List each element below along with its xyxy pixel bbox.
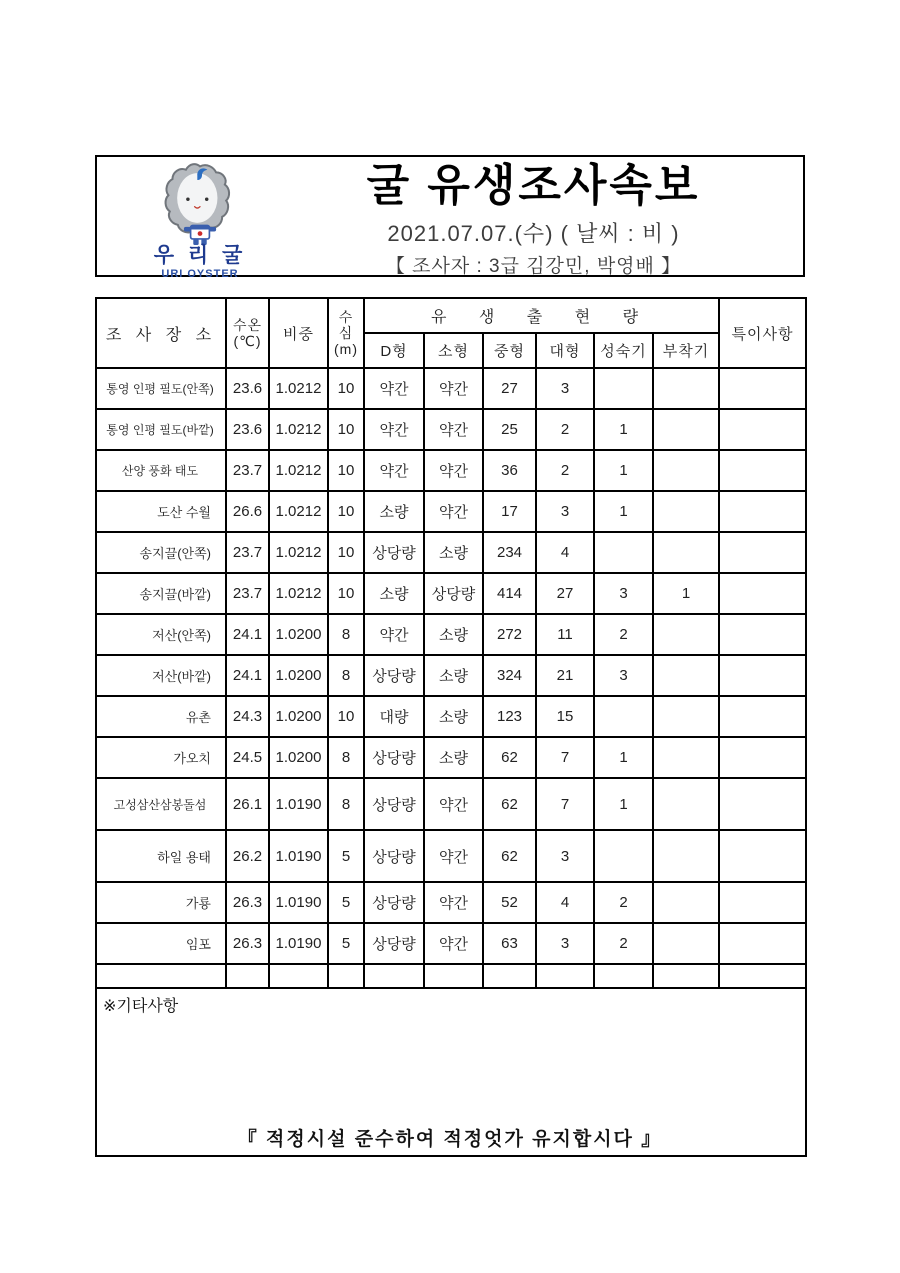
depth-cell: 8: [328, 778, 364, 830]
water-temp-cell: 26.3: [226, 882, 269, 923]
uri-oyster-logo: [135, 161, 265, 280]
medium-cell: 272: [483, 614, 536, 655]
large-cell: 2: [536, 409, 594, 450]
attached-cell: [653, 655, 719, 696]
small-cell: 약간: [424, 409, 483, 450]
large-cell: 11: [536, 614, 594, 655]
medium-cell: 62: [483, 830, 536, 882]
location-cell: 하일 용태: [96, 830, 226, 882]
medium-cell: 36: [483, 450, 536, 491]
d-form-cell: 약간: [364, 368, 424, 409]
water-temp-cell: 24.3: [226, 696, 269, 737]
water-temp-cell: 26.3: [226, 923, 269, 964]
location-cell: [96, 964, 226, 988]
header-box: [95, 155, 805, 280]
small-cell: 소량: [424, 655, 483, 696]
d-form-cell: 소량: [364, 573, 424, 614]
table-row: [96, 409, 806, 450]
location-cell: 고성삼산삼봉돌섬: [96, 778, 226, 830]
depth-cell: 10: [328, 573, 364, 614]
notes-cell: [719, 882, 806, 923]
notes-cell: [719, 923, 806, 964]
medium-cell: 52: [483, 882, 536, 923]
mature-cell: 1: [594, 491, 653, 532]
large-cell: 4: [536, 882, 594, 923]
small-cell: 상당량: [424, 573, 483, 614]
notes-cell: [719, 830, 806, 882]
depth-unit: (m): [334, 341, 358, 358]
mature-cell: 1: [594, 409, 653, 450]
attached-cell: [653, 882, 719, 923]
small-cell: 소량: [424, 614, 483, 655]
table-row: [96, 923, 806, 964]
table-row: [96, 655, 806, 696]
water-temp-cell: 26.1: [226, 778, 269, 830]
d-form-cell: 상당량: [364, 655, 424, 696]
attached-cell: 1: [653, 573, 719, 614]
logo-korean-text: 우 리 굴: [153, 244, 247, 267]
mature-cell: 3: [594, 655, 653, 696]
attached-cell: [653, 450, 719, 491]
large-cell: 7: [536, 778, 594, 830]
col-header-location: 조 사 장 소: [96, 298, 226, 368]
location-cell: 산양 풍화 태도: [96, 450, 226, 491]
attached-cell: [653, 923, 719, 964]
notes-cell: [719, 614, 806, 655]
location-cell: 통영 인평 필도(안쪽): [96, 368, 226, 409]
col-header-d-form: D형: [364, 333, 424, 368]
large-cell: 3: [536, 830, 594, 882]
mature-cell: [594, 964, 653, 988]
table-row: [96, 573, 806, 614]
specific-gravity-cell: 1.0212: [269, 573, 328, 614]
specific-gravity-cell: 1.0212: [269, 450, 328, 491]
specific-gravity-cell: 1.0200: [269, 655, 328, 696]
specific-gravity-cell: 1.0190: [269, 778, 328, 830]
col-header-specific-gravity: 비중: [269, 298, 328, 368]
notes-cell: [719, 368, 806, 409]
water-temp-cell: 23.6: [226, 368, 269, 409]
table-row: [96, 830, 806, 882]
depth-cell: 5: [328, 923, 364, 964]
d-form-cell: 약간: [364, 614, 424, 655]
table-row: [96, 614, 806, 655]
notes-cell: [719, 737, 806, 778]
col-header-larvae-occurrence: 유 생 출 현 량: [364, 298, 719, 333]
notes-cell: [719, 532, 806, 573]
attached-cell: [653, 696, 719, 737]
specific-gravity-cell: 1.0190: [269, 923, 328, 964]
medium-cell: 17: [483, 491, 536, 532]
large-cell: 21: [536, 655, 594, 696]
water-temp-cell: 26.2: [226, 830, 269, 882]
water-temp-unit: (℃): [233, 333, 262, 349]
survey-table: [95, 297, 807, 1157]
location-cell: 저산(안쪽): [96, 614, 226, 655]
logo-english-text: URI OYSTER: [161, 268, 239, 280]
survey-table-wrapper: [95, 297, 807, 1157]
water-temp-cell: 23.7: [226, 450, 269, 491]
location-cell: 가오치: [96, 737, 226, 778]
depth-cell: 8: [328, 614, 364, 655]
medium-cell: 324: [483, 655, 536, 696]
depth-label-2: 심: [338, 324, 354, 341]
specific-gravity-cell: 1.0200: [269, 696, 328, 737]
small-cell: 약간: [424, 368, 483, 409]
d-form-cell: 소량: [364, 491, 424, 532]
notes-cell: [719, 696, 806, 737]
depth-cell: 10: [328, 368, 364, 409]
medium-cell: 123: [483, 696, 536, 737]
surveyor-line: 【 조사자 : 3급 김강민, 박영배 】: [385, 256, 682, 278]
d-form-cell: 상당량: [364, 923, 424, 964]
specific-gravity-cell: 1.0212: [269, 368, 328, 409]
attached-cell: [653, 368, 719, 409]
d-form-cell: 상당량: [364, 532, 424, 573]
specific-gravity-cell: [269, 964, 328, 988]
attached-cell: [653, 491, 719, 532]
large-cell: 7: [536, 737, 594, 778]
mature-cell: 1: [594, 450, 653, 491]
small-cell: 약간: [424, 830, 483, 882]
medium-cell: [483, 964, 536, 988]
notes-cell: [719, 655, 806, 696]
medium-cell: 414: [483, 573, 536, 614]
location-cell: 도산 수월: [96, 491, 226, 532]
notes-cell: [719, 450, 806, 491]
attached-cell: [653, 409, 719, 450]
attached-cell: [653, 778, 719, 830]
small-cell: [424, 964, 483, 988]
large-cell: 2: [536, 450, 594, 491]
mature-cell: 1: [594, 737, 653, 778]
header-text-block: [272, 162, 795, 278]
specific-gravity-cell: 1.0200: [269, 737, 328, 778]
specific-gravity-cell: 1.0212: [269, 491, 328, 532]
col-header-large: 대형: [536, 333, 594, 368]
table-row: [96, 368, 806, 409]
depth-label-1: 수: [338, 308, 354, 325]
mature-cell: [594, 368, 653, 409]
specific-gravity-cell: 1.0212: [269, 409, 328, 450]
large-cell: 27: [536, 573, 594, 614]
water-temp-cell: [226, 964, 269, 988]
water-temp-cell: 24.1: [226, 614, 269, 655]
depth-cell: 10: [328, 409, 364, 450]
depth-cell: 10: [328, 450, 364, 491]
small-cell: 소량: [424, 696, 483, 737]
d-form-cell: 상당량: [364, 737, 424, 778]
medium-cell: 63: [483, 923, 536, 964]
small-cell: 약간: [424, 450, 483, 491]
attached-cell: [653, 737, 719, 778]
table-row: [96, 964, 806, 988]
water-temp-cell: 23.6: [226, 409, 269, 450]
attached-cell: [653, 830, 719, 882]
mature-cell: 3: [594, 573, 653, 614]
water-temp-cell: 24.5: [226, 737, 269, 778]
location-cell: 송지끌(바깥): [96, 573, 226, 614]
col-header-medium: 중형: [483, 333, 536, 368]
table-row: [96, 737, 806, 778]
mature-cell: 2: [594, 882, 653, 923]
medium-cell: 62: [483, 737, 536, 778]
medium-cell: 62: [483, 778, 536, 830]
table-row: [96, 491, 806, 532]
notes-cell: [719, 409, 806, 450]
small-cell: 약간: [424, 491, 483, 532]
d-form-cell: 상당량: [364, 882, 424, 923]
mature-cell: [594, 830, 653, 882]
table-header-row-1: [96, 298, 806, 333]
location-cell: 저산(바깥): [96, 655, 226, 696]
location-cell: 임포: [96, 923, 226, 964]
water-temp-label: 수온: [232, 316, 263, 333]
col-header-mature: 성숙기: [594, 333, 653, 368]
table-row: [96, 450, 806, 491]
footer-slogan: 『 적정시설 준수하여 적정엇가 유지합시다 』: [237, 1129, 663, 1150]
col-header-small: 소형: [424, 333, 483, 368]
medium-cell: 234: [483, 532, 536, 573]
depth-cell: 8: [328, 737, 364, 778]
attached-cell: [653, 964, 719, 988]
mature-cell: 2: [594, 923, 653, 964]
small-cell: 약간: [424, 923, 483, 964]
water-temp-cell: 23.7: [226, 573, 269, 614]
d-form-cell: 상당량: [364, 830, 424, 882]
large-cell: 3: [536, 923, 594, 964]
small-cell: 약간: [424, 778, 483, 830]
mature-cell: 2: [594, 614, 653, 655]
etc-section-cell: ※기타사항: [96, 988, 806, 1156]
location-cell: 유촌: [96, 696, 226, 737]
large-cell: 3: [536, 491, 594, 532]
table-row: [96, 778, 806, 830]
specific-gravity-cell: 1.0190: [269, 882, 328, 923]
table-row: [96, 882, 806, 923]
depth-cell: [328, 964, 364, 988]
col-header-notes: 특이사항: [719, 298, 806, 368]
notes-cell: [719, 964, 806, 988]
location-cell: 통영 인평 필도(바깥): [96, 409, 226, 450]
large-cell: 15: [536, 696, 594, 737]
col-header-depth: [328, 298, 364, 368]
d-form-cell: [364, 964, 424, 988]
d-form-cell: 약간: [364, 450, 424, 491]
water-temp-cell: 24.1: [226, 655, 269, 696]
col-header-water-temp: [226, 298, 269, 368]
notes-cell: [719, 573, 806, 614]
col-header-attached: 부착기: [653, 333, 719, 368]
d-form-cell: 약간: [364, 409, 424, 450]
water-temp-cell: 26.6: [226, 491, 269, 532]
oyster-mascot-icon: [154, 161, 246, 247]
attached-cell: [653, 532, 719, 573]
small-cell: 약간: [424, 882, 483, 923]
table-row: [96, 532, 806, 573]
depth-cell: 10: [328, 532, 364, 573]
small-cell: 소량: [424, 737, 483, 778]
depth-cell: 5: [328, 882, 364, 923]
medium-cell: 27: [483, 368, 536, 409]
depth-cell: 5: [328, 830, 364, 882]
small-cell: 소량: [424, 532, 483, 573]
depth-cell: 8: [328, 655, 364, 696]
d-form-cell: 상당량: [364, 778, 424, 830]
mature-cell: 1: [594, 778, 653, 830]
notes-cell: [719, 491, 806, 532]
depth-cell: 10: [328, 696, 364, 737]
depth-cell: 10: [328, 491, 364, 532]
location-cell: 가룡: [96, 882, 226, 923]
medium-cell: 25: [483, 409, 536, 450]
table-row: [96, 696, 806, 737]
large-cell: [536, 964, 594, 988]
specific-gravity-cell: 1.0200: [269, 614, 328, 655]
mature-cell: [594, 696, 653, 737]
specific-gravity-cell: 1.0212: [269, 532, 328, 573]
location-cell: 송지끌(안쪽): [96, 532, 226, 573]
document-title: 굴 유생조사속보: [366, 161, 701, 210]
water-temp-cell: 23.7: [226, 532, 269, 573]
survey-table-body: [96, 368, 806, 988]
survey-date-line: 2021.07.07.(수) ( 날씨 : 비 ): [387, 221, 680, 247]
large-cell: 4: [536, 532, 594, 573]
d-form-cell: 대량: [364, 696, 424, 737]
attached-cell: [653, 614, 719, 655]
large-cell: 3: [536, 368, 594, 409]
notes-cell: [719, 778, 806, 830]
specific-gravity-cell: 1.0190: [269, 830, 328, 882]
mature-cell: [594, 532, 653, 573]
